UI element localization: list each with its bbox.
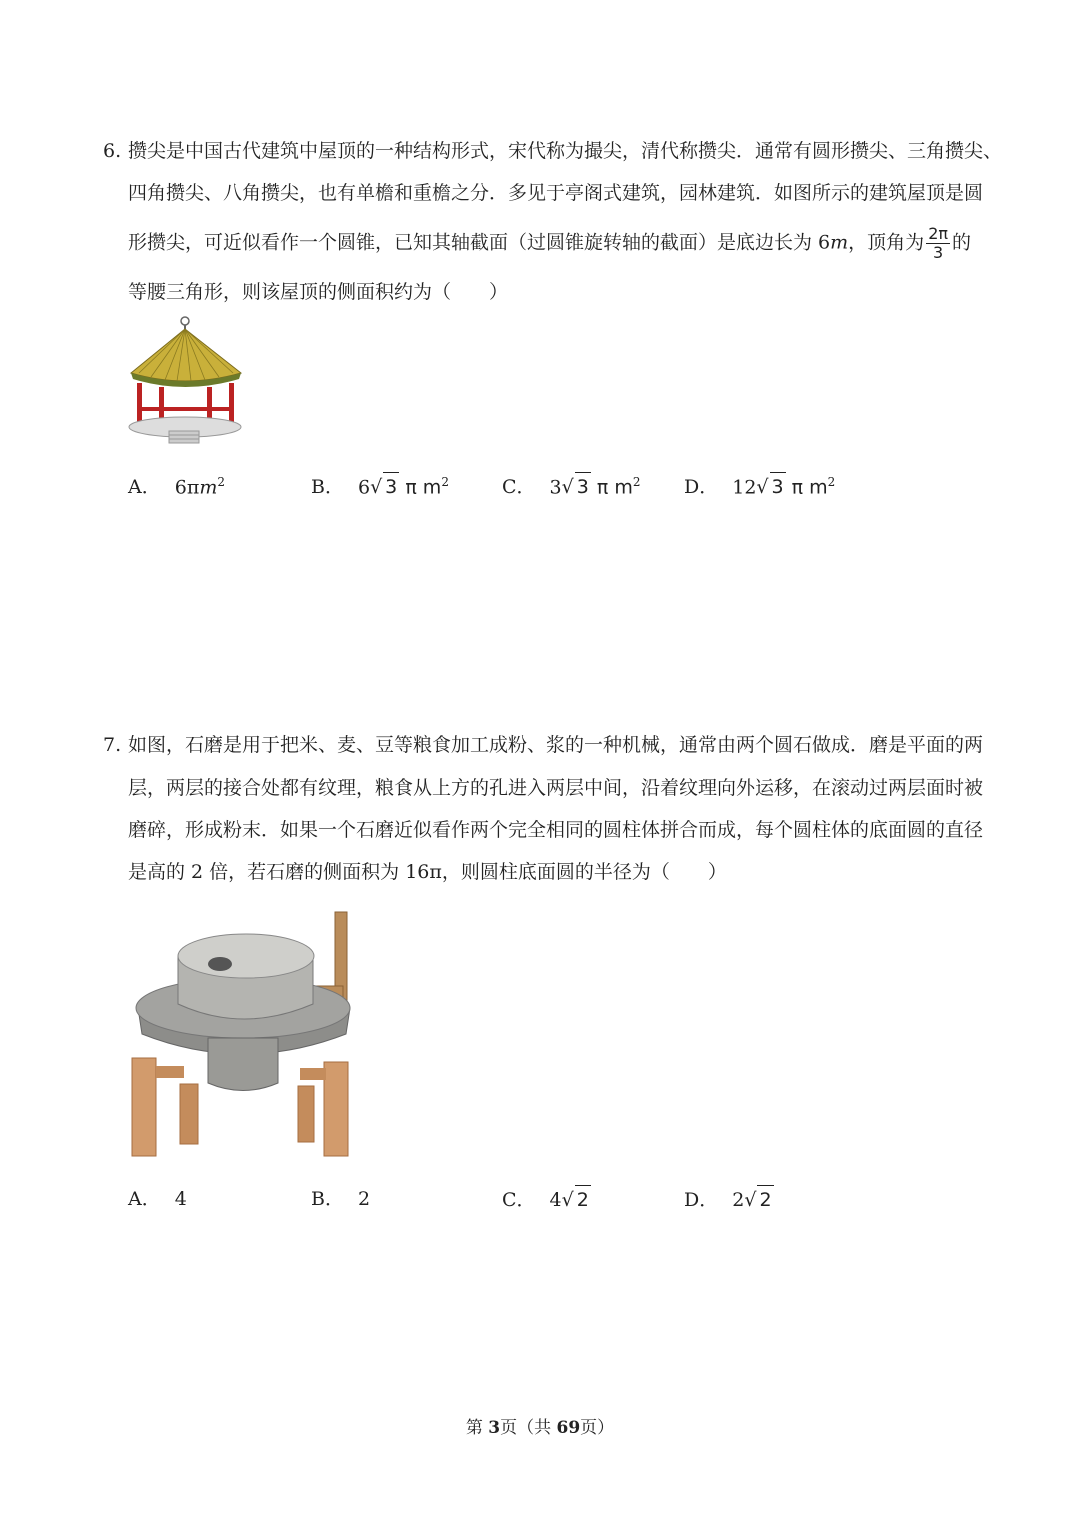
option-coef: 6π (174, 476, 200, 499)
question-text-line: 攒尖是中国古代建筑中屋顶的一种结构形式，宋代称为撮尖，清代称攒尖．通常有圆形攒尖、三角攒尖、 (128, 140, 1003, 162)
option-coef: 4 (549, 1189, 562, 1211)
option-label: C． (502, 476, 536, 499)
option-b[interactable] (311, 468, 449, 501)
pavilion-illustration (125, 315, 250, 450)
total-pages: 69 (556, 1418, 581, 1438)
question-text-line: 四角攒尖、八角攒尖，也有单檐和重檐之分．多见于亭阁式建筑，园林建筑．如图所示的建筑屋顶是圆 (128, 182, 984, 204)
footer-text: 页（共 (500, 1418, 557, 1438)
sqrt-sign: √ 3 (370, 472, 399, 501)
text-segment: 形攒尖，可近似看作一个圆锥，已知其轴截面（过圆锥旋转轴的截面）是底边长为 6 (128, 231, 831, 254)
option-label: D． (684, 476, 719, 499)
option-unit: π m (405, 476, 442, 499)
option-b[interactable] (311, 1185, 370, 1213)
option-c[interactable] (502, 1185, 591, 1214)
question-text-line: 如图，石磨是用于把米、麦、豆等粮食加工成粉、浆的一种机械，通常由两个圆石做成．磨是平面的两 (128, 734, 984, 756)
option-label: B． (311, 1188, 344, 1210)
question-text-line: 是高的 2 倍，若石磨的侧面积为 16π，则圆柱底面圆的半径为（ ） (128, 861, 727, 883)
option-exp: 2 (827, 475, 836, 489)
question-text-line: 磨碎，形成粉末．如果一个石磨近似看作两个完全相同的圆柱体拼合而成，每个圆柱体的底面圆的直径 (128, 819, 984, 841)
fraction-denominator: 3 (933, 243, 944, 262)
option-exp: 2 (217, 475, 225, 489)
page-number: 3 (488, 1418, 501, 1438)
radicand: 2 (757, 1185, 773, 1214)
question-text-line: 层，两层的接合处都有纹理，粮食从上方的孔进入两层中间，沿着纹理向外运移，在滚动过两层面时被 (128, 777, 984, 799)
option-c[interactable] (502, 468, 641, 501)
option-unit: m (199, 476, 218, 499)
question-number: 6. (103, 140, 122, 162)
option-coef: 12 (732, 476, 757, 499)
question-number: 7. (103, 734, 122, 756)
option-coef: 6 (357, 476, 371, 499)
option-exp: 2 (632, 475, 641, 489)
option-label: C． (502, 1189, 536, 1211)
option-d[interactable] (684, 1185, 774, 1214)
radicand: 3 (770, 472, 786, 501)
option-label: A． (128, 476, 161, 499)
option-d[interactable] (684, 468, 835, 501)
option-unit: π m (791, 476, 828, 499)
footer-text: 第 (465, 1418, 489, 1438)
sqrt-sign: √ 3 (562, 472, 591, 501)
radicand: 3 (575, 472, 591, 501)
stone-mill-illustration (128, 908, 358, 1163)
option-label: B． (311, 476, 344, 499)
unit: m (830, 231, 849, 254)
option-exp: 2 (441, 475, 449, 489)
footer-text: 页） (580, 1418, 615, 1438)
option-unit: π m (596, 476, 633, 499)
radicand: 3 (383, 472, 399, 501)
sqrt-sign: √ 3 (756, 472, 785, 501)
option-a[interactable] (128, 468, 225, 501)
page-footer (0, 1413, 1080, 1438)
text-segment: 的 (952, 231, 972, 254)
fraction-numerator: 2π (928, 224, 948, 243)
option-label: A． (128, 1188, 161, 1210)
option-coef: 4 (174, 1188, 187, 1210)
question-text-line: 等腰三角形，则该屋顶的侧面积约为（ ） (128, 281, 509, 303)
sqrt-sign: √ 2 (562, 1185, 591, 1214)
option-label: D． (684, 1189, 719, 1211)
text-segment: ，顶角为 (848, 231, 925, 254)
option-coef: 2 (357, 1188, 371, 1210)
option-coef: 3 (549, 476, 562, 499)
option-coef: 2 (732, 1189, 745, 1211)
sqrt-sign: √ 2 (744, 1185, 773, 1214)
question-text-line (128, 225, 971, 262)
radicand: 2 (575, 1185, 591, 1214)
angle-fraction (926, 225, 950, 262)
option-a[interactable] (128, 1185, 187, 1213)
